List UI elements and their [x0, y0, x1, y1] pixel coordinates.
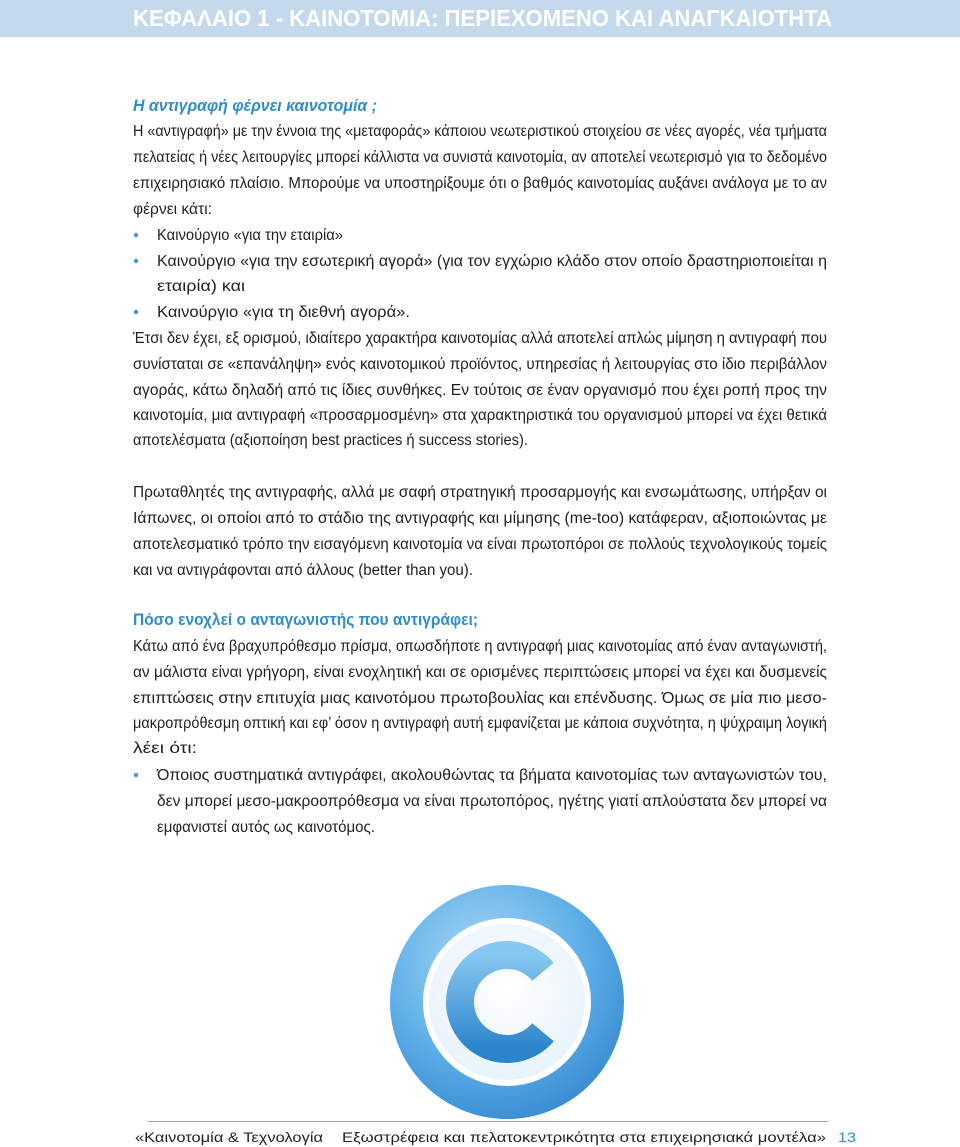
page-header: [0, 0, 960, 37]
paragraph-line: επιπτώσεις στην επιτυχία μιας καινοτόμου πρωτοβουλίας και επένδυσης. Όμως σε μία πιο μεσο-: [133, 690, 827, 707]
paragraph-line: Ιάπωνες, οι οποίοι από το στάδιο της αντιγραφής και μίμησης (me-too) κατάφεραν, αξιοποιώντας με: [133, 510, 828, 527]
bullet-item: [134, 227, 343, 244]
paragraph-line: αποτελέσματα (αξιοποίηση best practices ή success stories).: [133, 432, 528, 449]
paragraph-line: Πρωταθλητές της αντιγραφής, αλλά με σαφή στρατηγική προσαρμογής και ενσωμάτωσης, υπήρξαν οι: [133, 484, 827, 501]
page-number: 13: [838, 1129, 857, 1145]
footer-book-title: «Καινοτομία & Τεχνολογία: [135, 1129, 323, 1145]
bullet-text: εμφανιστεί αυτός ως καινοτόμος.: [157, 819, 375, 836]
bullet-item: [134, 767, 827, 836]
paragraph-line: συνίσταται σε «επανάληψη» ενός καινοτομικού προϊόντος, υπηρεσίας ή λειτουργίας στο ίδιο περιβάλλον: [133, 356, 828, 373]
section-heading: Η αντιγραφή φέρνει καινοτομία ;: [133, 97, 377, 115]
paragraph-3: [133, 484, 827, 579]
paragraph-line: φέρνει κάτι:: [133, 201, 212, 218]
bullet-item: [134, 304, 410, 321]
bullet-dot: [134, 259, 138, 263]
bullet-list: [134, 767, 827, 836]
paragraph-2: [132, 330, 827, 449]
bullet-text: Καινούργιο «για την εσωτερική αγορά» (για τον εγχώριο κλάδο στον οποίο δραστηριοποιείται η: [157, 253, 827, 270]
page-footer: [135, 1122, 856, 1146]
bullet-text: Καινούργιο «για την εταιρία»: [157, 227, 343, 244]
bullet-list: [134, 227, 827, 321]
footer-book-subtitle: Εξωστρέφεια και πελατοκεντρικότητα στα επιχειρησιακά μοντέλα»: [342, 1129, 827, 1145]
paragraph-line: λέει ότι:: [133, 740, 197, 757]
bullet-text: Καινούργιο «για τη διεθνή αγορά».: [157, 304, 410, 321]
bullet-dot: [134, 773, 138, 777]
intro-paragraph: [133, 123, 827, 218]
bullet-text: Όποιος συστηματικά αντιγράφει, ακολουθώντας τα βήματα καινοτομίας των ανταγωνιστών του,: [155, 767, 828, 784]
bullet-text: εταιρία) και: [157, 278, 245, 295]
paragraph-line: καινοτομία, μια αντιγραφή «προσαρμοσμένη» στα χαρακτηριστικά του οργανισμού μπορεί να έχει θετικά: [133, 407, 828, 424]
bullet-item: [134, 253, 827, 295]
section-heading: Πόσο ενοχλεί ο ανταγωνιστής που αντιγράφει;: [133, 611, 478, 629]
paragraph-line: επιχειρησιακό πλαίσιο. Μπορούμε να υποστηρίξουμε ότι ο βαθμός καινοτομίας αυξάνει ανάλογα με το αν: [133, 175, 828, 192]
paragraph-line: αποτελεσματικό τρόπο την εισαγόμενη καινοτομία να είναι πρωτοπόροι σε πολλούς τεχνολογικούς τομείς: [133, 536, 827, 553]
paragraph-line: και να αντιγράφονται από άλλους (better than you).: [133, 562, 473, 579]
paragraph-line: μακροπρόθεσμη οπτική και εφ’ όσον η αντιγραφή αυτή εμφανίζεται με κάποια συχνότητα, η ψύχραιμη λογική: [133, 715, 827, 732]
section-1: [132, 97, 827, 579]
bullet-dot: [134, 310, 138, 314]
copyright-icon: [390, 885, 624, 1119]
bullet-text: δεν μπορεί μεσο-μακροοπρόθεσμα να είναι πρωτοπόρος, ηγέτης γιατί απλούστατα δεν μπορεί να: [157, 793, 828, 810]
section-2: [133, 611, 827, 836]
paragraph-line: πελατείας ή νέες λειτουργίες μπορεί κάλλιστα να συνιστά καινοτομία, αν αποτελεί νεωτερισμό για το δεδομένο: [133, 149, 827, 166]
paragraph-line: αν μάλιστα είναι γρήγορη, είναι ενοχλητική και σε ορισμένες περιπτώσεις μπορεί να έχει και δυσμενείς: [133, 664, 827, 681]
paragraph-line: αγοράς, κάτω δηλαδή από τις ίδιες συνθήκες. Εν τούτοις σε έναν οργανισμό που έχει ροπή προς την: [133, 382, 828, 399]
paragraph-line: Η «αντιγραφή» με την έννοια της «μεταφοράς» κάποιου νεωτεριστικού στοιχείου σε νέες αγορές, νέα τμήματα: [133, 123, 828, 140]
paragraph-line: Έτσι δεν έχει, εξ ορισμού, ιδιαίτερο χαρακτήρα καινοτομίας αλλά αποτελεί απλώς μίμηση η αντιγραφή που: [132, 330, 827, 347]
paragraph-4: [133, 638, 827, 757]
paragraph-line: Κάτω από ένα βραχυπρόθεσμο πρίσμα, οπωσδήποτε η αντιγραφή μιας καινοτομίας από έναν ανταγωνιστή,: [133, 638, 827, 655]
chapter-title: ΚΕΦΑΛΑΙΟ 1 - ΚΑΙΝΟΤΟΜΙΑ: ΠΕΡΙΕΧΟΜΕΝΟ ΚΑΙ ΑΝΑΓΚΑΙΟΤΗΤΑ: [133, 5, 832, 31]
bullet-dot: [134, 233, 138, 237]
